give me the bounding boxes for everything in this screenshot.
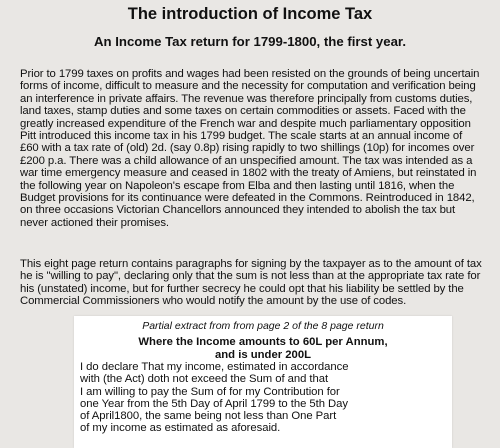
extract-body-line: of April1800, the same being not less than One Part <box>80 410 337 423</box>
return-description-paragraph: This eight page return contains paragraphs for signing by the taxpayer as to the amount of tax he is "willing to pay", declaring only that the sum is not less than at the appropriate tax rate for his (unstated) income, but for further secrecy he could opt that his liability be settled by the Commercial Commissioners who would notify the amount by the use of codes. <box>20 258 482 308</box>
extract-panel <box>74 316 452 448</box>
page-subtitle: An Income Tax return for 1799-1800, the first year. <box>94 34 406 49</box>
extract-body <box>80 361 450 435</box>
intro-paragraph: Prior to 1799 taxes on profits and wages had been resisted on the grounds of being uncertain forms of income, difficult to measure and the necessity for computation and verification being an interference in private affairs. The revenue was therefore principally from customs duties, land taxes, stamp duties and some taxes on certain commodities or assets. Faced with the greatly increased expenditure of the French war and despite much parliamentary opposition Pitt introduced this income tax in his 1799 budget. The scale starts at an annual income of £60 with a tax rate of (old) 2d. (say 0.8p) rising rapidly to two shillings (10p) for incomes over £200 p.a. There was a child allowance of an unspecified amount. The tax was intended as a war time emergency measure and ceased in 1802 with the treaty of Amiens, but reinstated in the following year on Napoleon's escape from Elba and then lasting until 1816, when the Budget provisions for its continuance were defeated in the Commons. Reintroduced in 1842, on three occasions Victorian Chancellors announced they intended to abolish the tax but never actioned their promises. <box>20 68 480 229</box>
extract-body-line: I do declare That my income, estimated in accordance <box>80 361 349 373</box>
extract-body-line: with (the Act) doth not exceed the Sum of and that <box>80 373 329 386</box>
extract-heading-line: and is under 200L <box>214 348 312 361</box>
extract-caption: Partial extract from from page 2 of the 8 page return <box>142 320 384 332</box>
extract-heading-line: Where the Income amounts to 60L per Annum, <box>138 336 388 348</box>
extract-body-line: one Year from the 5th Day of April 1799 to the 5th Day <box>80 397 348 410</box>
extract-heading <box>74 336 452 361</box>
extract-body-line: I am willing to pay the Sum of for my Contribution for <box>80 385 340 398</box>
page-title: The introduction of Income Tax <box>127 5 373 23</box>
extract-body-line: of my income as estimated as aforesaid. <box>80 422 281 435</box>
